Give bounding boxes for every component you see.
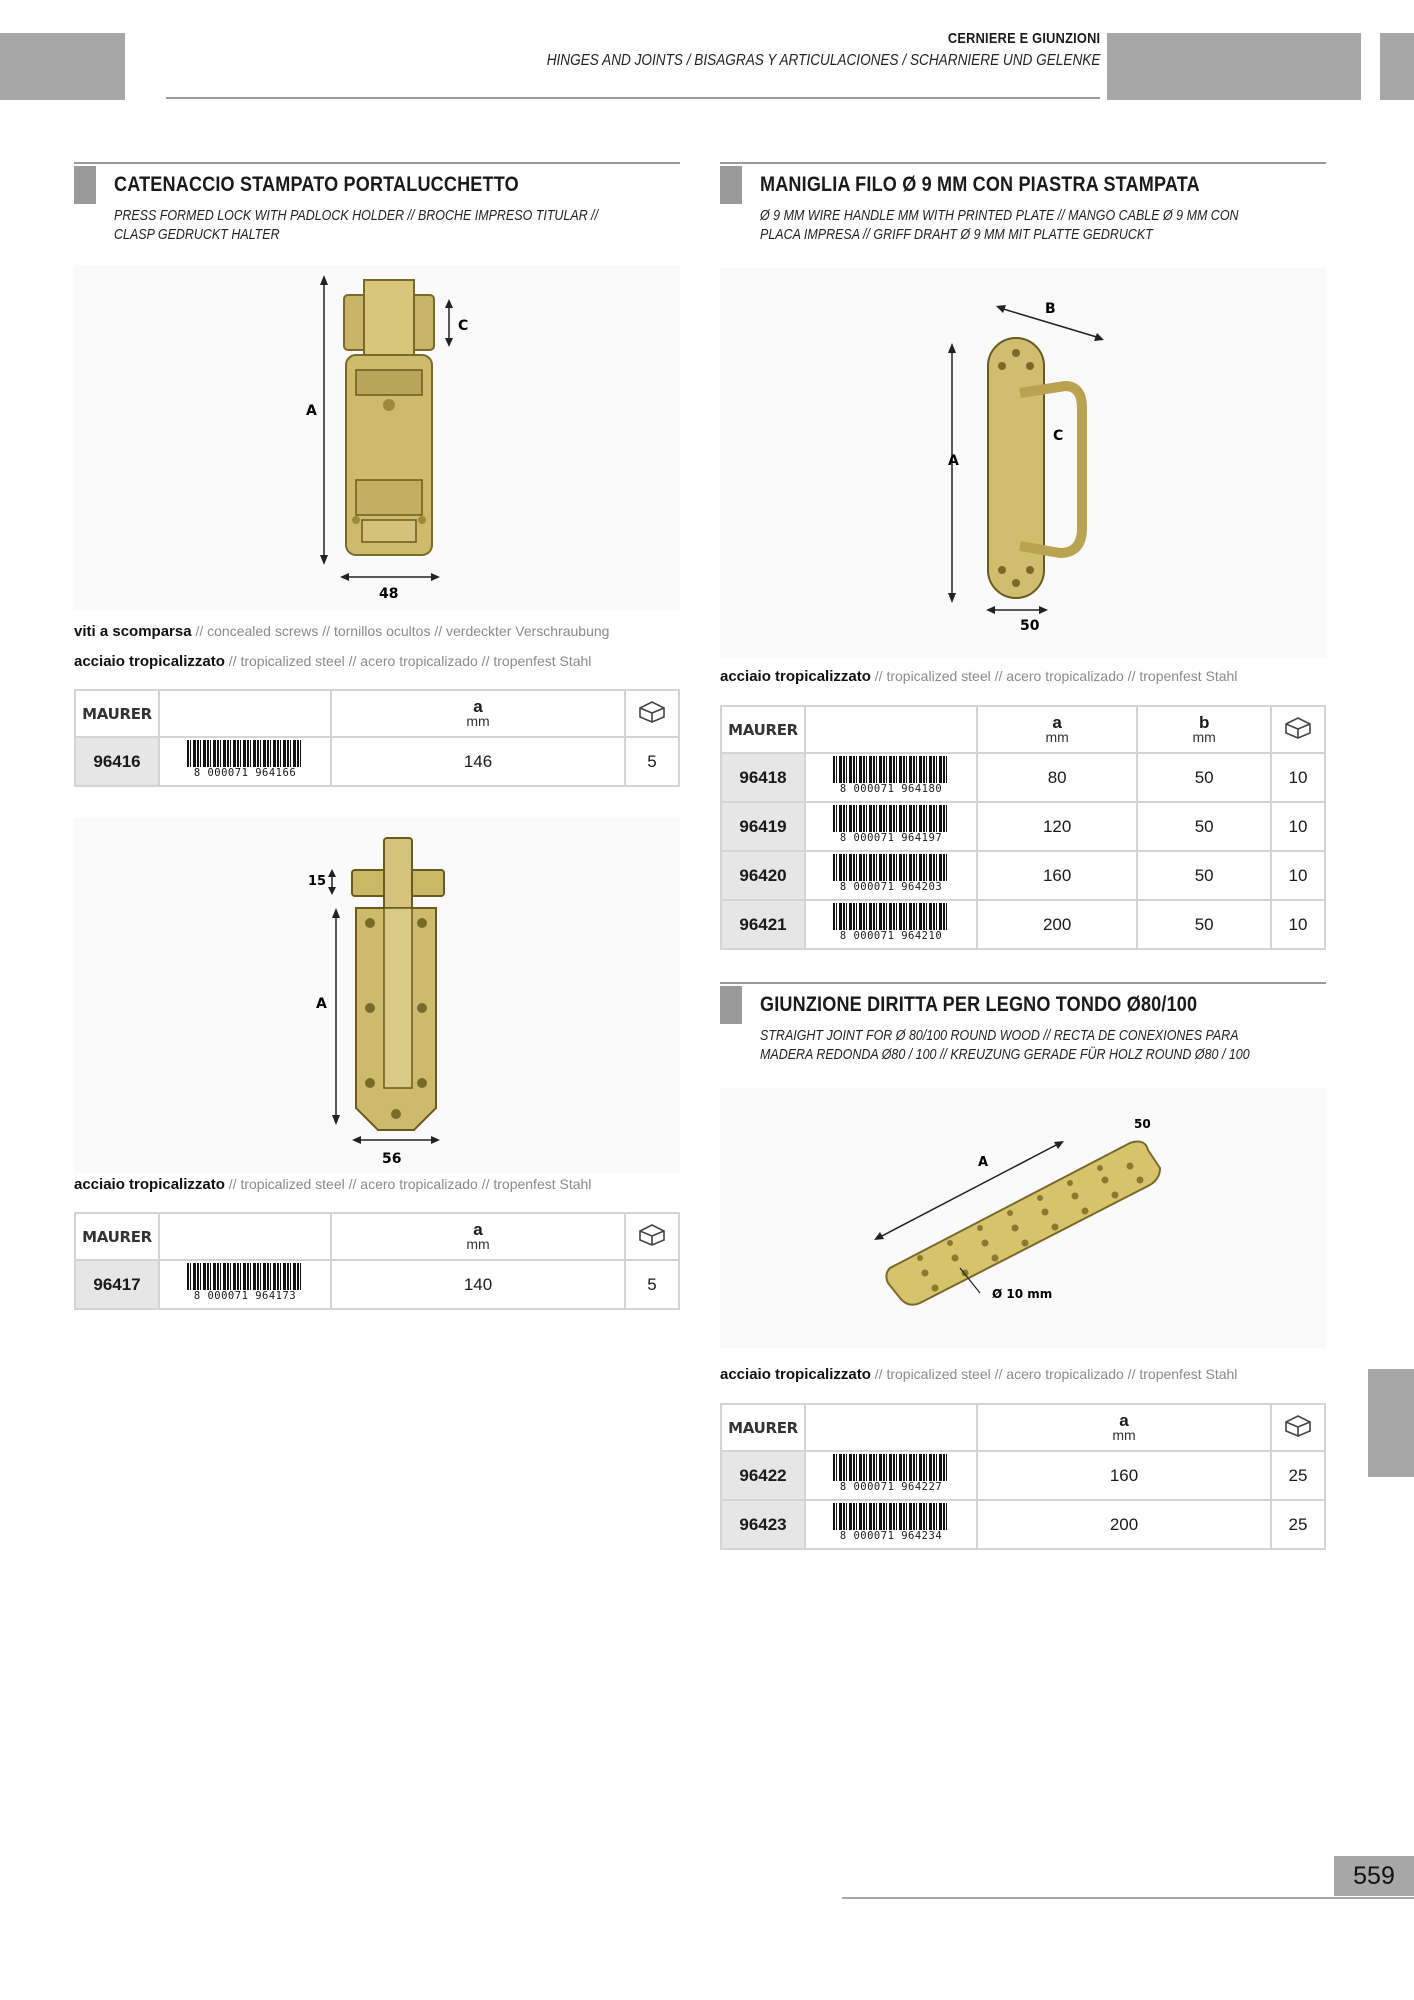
table-row [721,1500,1325,1549]
box-icon [637,709,667,728]
pack-qty: 25 [1271,1500,1325,1549]
dim-b-label: B [1045,301,1056,317]
dim-c-label: C [458,318,469,334]
value-b: 50 [1137,851,1271,900]
table-header-row [75,1213,679,1260]
product-image-bolt [74,818,680,1173]
section-subtitle: STRAIGHT JOINT FOR Ø 80/100 ROUND WOOD // RECTA DE CONEXIONES PARA MADERA REDONDA Ø80 / 100 // KREUZUNG GERADE FÜR HOLZ ROUND Ø80 / 100 [760,1028,1250,1063]
brand-logo: MAURER [82,1227,152,1246]
dim-a-label: A [948,453,959,469]
note-line: acciaio tropicalizzato // tropicalized steel // acero tropicalizado // tropenfest Stahl [74,653,592,670]
pack-qty: 5 [625,737,679,786]
dim-width-label: 48 [379,586,399,602]
section-subtitle: PRESS FORMED LOCK WITH PADLOCK HOLDER // BROCHE IMPRESO TITULAR // CLASP GEDRUCKT HALTER [114,208,599,243]
header-divider [166,97,1100,99]
product-code: 96422 [721,1451,805,1500]
table-header-row [75,690,679,737]
section-title: CATENACCIO STAMPATO PORTALUCCHETTO [114,173,519,196]
section-marker [720,166,742,204]
product-code: 96416 [75,737,159,786]
barcode-header [805,706,977,753]
pack-qty: 5 [625,1260,679,1309]
column-header-a: a mm [331,1213,625,1260]
product-table [720,705,1326,950]
value-a: 200 [977,900,1137,949]
table-row [721,851,1325,900]
pack-qty: 10 [1271,802,1325,851]
page-subtitle: HINGES AND JOINTS / BISAGRAS Y ARTICULACIONES / SCHARNIERE UND GELENKE [546,52,1100,69]
column-header-a: a mm [331,690,625,737]
table-row [721,753,1325,802]
product-code: 96421 [721,900,805,949]
table-row [721,802,1325,851]
table-row [75,737,679,786]
brand-logo: MAURER [728,1418,798,1437]
table-header-row [721,706,1325,753]
note-line: acciaio tropicalizzato // tropicalized steel // acero tropicalizado // tropenfest Stahl [720,1366,1238,1383]
value-a: 160 [977,1451,1271,1500]
note-line: acciaio tropicalizzato // tropicalized steel // acero tropicalizado // tropenfest Stahl [720,668,1238,685]
value-b: 50 [1137,900,1271,949]
section-marker [74,166,96,204]
barcode: 8 000071 964210 [827,901,955,943]
barcode: 8 000071 964203 [827,852,955,894]
brand-logo: MAURER [728,720,798,739]
pack-qty: 25 [1271,1451,1325,1500]
product-table [74,1212,680,1310]
page-number: 559 [1334,1856,1414,1896]
section-title: GIUNZIONE DIRITTA PER LEGNO TONDO Ø80/100 [760,993,1198,1016]
value-a: 146 [331,737,625,786]
barcode-header [805,1404,977,1451]
dim-a-label: A [316,996,327,1012]
value-b: 50 [1137,753,1271,802]
brand-logo: MAURER [82,704,152,723]
section-divider [720,982,1326,984]
pack-header [625,1213,679,1260]
dim-width-label: 50 [1020,618,1040,634]
barcode-cell [159,737,331,786]
barcode-header [159,1213,331,1260]
barcode-cell [805,900,977,949]
product-image-joint [720,1088,1326,1348]
value-b: 50 [1137,802,1271,851]
header-edge-block [1380,33,1414,100]
dim-top-label: 15 [308,874,327,889]
product-table [720,1403,1326,1550]
box-icon [637,1232,667,1251]
header-right-block [1107,33,1361,100]
column-header-a: a mm [977,706,1137,753]
barcode-cell [805,802,977,851]
header-left-block [0,33,125,100]
barcode-cell [805,753,977,802]
column-header-b: b mm [1137,706,1271,753]
note-line: viti a scomparsa // concealed screws // tornillos ocultos // verdeckter Verschraubung [74,623,610,640]
value-a: 200 [977,1500,1271,1549]
product-code: 96423 [721,1500,805,1549]
brand-cell [721,1404,805,1451]
barcode-header [159,690,331,737]
barcode: 8 000071 964227 [827,1452,955,1494]
barcode: 8 000071 964197 [827,803,955,845]
product-table [74,689,680,787]
brand-cell [721,706,805,753]
product-image-handle [720,268,1326,658]
pack-qty: 10 [1271,753,1325,802]
footer-divider [842,1897,1414,1899]
product-code: 96420 [721,851,805,900]
product-code: 96418 [721,753,805,802]
section-title: MANIGLIA FILO Ø 9 MM CON PIASTRA STAMPATA [760,173,1200,196]
dim-width-label: 50 [1134,1117,1151,1131]
pack-header [625,690,679,737]
table-header-row [721,1404,1325,1451]
dim-width-label: 56 [382,1151,402,1167]
pack-qty: 10 [1271,900,1325,949]
pack-qty: 10 [1271,851,1325,900]
value-a: 160 [977,851,1137,900]
value-a: 120 [977,802,1137,851]
barcode: 8 000071 964173 [181,1261,309,1303]
dim-hole-label: Ø 10 mm [992,1287,1053,1301]
product-image-lock [74,265,680,610]
box-icon [1283,725,1313,744]
value-a: 140 [331,1260,625,1309]
pack-header [1271,1404,1325,1451]
product-code: 96417 [75,1260,159,1309]
dim-c-label: C [1053,428,1064,444]
table-row [75,1260,679,1309]
section-divider [74,162,680,164]
brand-cell [75,690,159,737]
pack-header [1271,706,1325,753]
value-a: 80 [977,753,1137,802]
table-row [721,900,1325,949]
product-code: 96419 [721,802,805,851]
page-title: CERNIERE E GIUNZIONI [947,30,1100,47]
box-icon [1283,1423,1313,1442]
barcode-cell [805,1451,977,1500]
section-subtitle: Ø 9 MM WIRE HANDLE MM WITH PRINTED PLATE // MANGO CABLE Ø 9 MM CON PLACA IMPRESA // GRIFF DRAHT Ø 9 MM MIT PLATTE GEDRUCKT [760,208,1239,243]
chapter-side-tab [1368,1369,1414,1477]
column-header-a: a mm [977,1404,1271,1451]
section-marker [720,986,742,1024]
barcode-cell [805,851,977,900]
brand-cell [75,1213,159,1260]
barcode: 8 000071 964180 [827,754,955,796]
dim-a-label: A [306,403,317,419]
section-divider [720,162,1326,164]
table-row [721,1451,1325,1500]
barcode: 8 000071 964234 [827,1501,955,1543]
barcode: 8 000071 964166 [181,738,309,780]
note-line: acciaio tropicalizzato // tropicalized steel // acero tropicalizado // tropenfest Stahl [74,1176,592,1193]
dim-a-label: A [978,1155,989,1170]
barcode-cell [159,1260,331,1309]
barcode-cell [805,1500,977,1549]
